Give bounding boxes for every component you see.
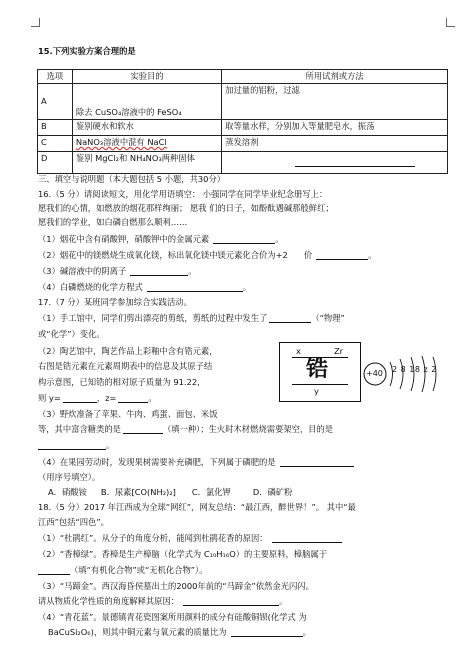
table-row <box>38 136 448 152</box>
answer-line: 。 <box>38 440 114 451</box>
q17-options <box>48 487 292 498</box>
divider <box>292 384 348 385</box>
table-header-row <box>38 70 448 84</box>
page-corner-mark <box>446 18 455 27</box>
table-header-cell: 所用试剂或方法 <box>222 70 448 84</box>
q17-intro: 17.（7 分）某班同学参加综合实践活动。 <box>38 297 192 307</box>
q18-subquestion: （1）“杜鹃红”。从分子的角度分析，能闻到杜鹃花香的原因： <box>38 533 342 544</box>
q17-part2: 构示意图，已知锆的相对原子质量为 91.22, <box>38 377 200 387</box>
q17-part2: 右图是锆元素在元素周期表中的信息及其原子结 <box>38 361 213 371</box>
purpose-cell: 鉴别 MgCl₂和 NH₄NO₃两种固体 <box>72 152 221 174</box>
q17-part4: （用序号填空）。 <box>38 472 101 482</box>
q16-subquestion: （4）白磷燃烧的化学方程式 。 <box>38 282 252 292</box>
q18-subquestion: （2）“香樟绿”。香樟是生产樟脑（化学式为 C₁₀H₁₆O）的主要原料，樟脑属于 <box>38 549 327 559</box>
q17-part1: （1）手工馆中，同学们剪出漂亮的剪纸，剪纸的过程中发生了 （“物理” <box>38 313 345 323</box>
q18-subquestion: （3）“马蹄金”。西汉海昏侯墓出土的2000年前的“马蹄金”依然金光闪闪。 <box>38 581 314 591</box>
section-header: 三、填空与说明题（本大题包括 5 小题，共30分） <box>38 174 226 184</box>
q16-subquestion: （1）烟花中含有硝酸钾，硝酸钾中的金属元素 。 <box>38 234 284 244</box>
q17-part2: （2）陶艺馆中，陶艺作品上彩釉中含有锆元素， <box>38 346 218 356</box>
table-row <box>38 120 448 136</box>
answer-blank[interactable] <box>38 565 70 575</box>
q18-subquestion: 请从物质化学性质的角度解释其原因： 。 <box>38 596 288 606</box>
option-cell: D <box>38 152 73 174</box>
zirconium-element-card <box>279 342 361 402</box>
element-symbol: Zr <box>334 346 344 356</box>
option-cell: A <box>38 84 73 120</box>
option-a: A．硝酸铵 <box>48 487 87 497</box>
q17-part3: 等，其中富含糖类的是 （填一种）；生火时木材燃烧需要架空，目的是 <box>38 424 334 434</box>
atomic-structure-diagram <box>362 352 462 400</box>
page-corner-mark <box>31 18 40 27</box>
q18-subquestion: （填“有机化合物”或“无机化合物”）。 <box>38 565 208 576</box>
q15-experiment-table <box>37 69 448 174</box>
method-cell: 蒸发溶剂 <box>222 136 448 152</box>
table-header-cell: 选项 <box>38 70 73 84</box>
q17-part3: （3）野炊准备了苹果、牛肉、鸡蛋、面包、米饭 <box>38 409 218 419</box>
element-name: 锆 <box>306 357 329 382</box>
q17-part1: 或“化学”）变化。 <box>38 329 105 339</box>
answer-blank[interactable] <box>213 234 275 244</box>
shell-electrons: 2 8 18 z 2 <box>392 365 437 374</box>
q16-subquestion: （2）烟花中的镁燃烧生成氧化镁，标出氧化镁中镁元素化合价为+2 价 。 <box>38 250 377 260</box>
method-cell: 加过量的铝粉，过滤 <box>222 84 448 120</box>
answer-blank[interactable] <box>272 533 342 543</box>
answer-blank[interactable] <box>269 313 311 323</box>
answer-blank[interactable] <box>38 440 106 450</box>
answer-blank[interactable] <box>231 627 303 637</box>
option-b: B．尿素[CO(NH₂)₂] <box>100 487 176 497</box>
table-row <box>38 152 448 174</box>
q15-title: 15.下列实验方案合理的是 <box>38 46 136 56</box>
option-cell: C <box>38 136 73 152</box>
table-header-cell: 实验目的 <box>72 70 221 84</box>
answer-blank[interactable] <box>63 393 97 403</box>
method-cell <box>222 152 448 174</box>
q16-intro: 愿我们的心情，如燃放的烟花那样绚丽； 愿我 们的日子，如酚酞遇碱那般鲜红； <box>38 203 334 213</box>
answer-blank[interactable] <box>183 596 279 606</box>
atomic-mass-label: y <box>314 386 319 396</box>
q18-intro: 江西”包括“四色”。 <box>38 517 109 527</box>
q18-intro: 18.（5 分）2017 年江西成为全球“网红”，网友总结：“最江西，醉世界！”。 其中“最 <box>38 502 356 512</box>
q16-subquestion: （3）碱溶液中的阴离子 。 <box>38 266 197 276</box>
q16-intro: 愿我们的学业，如白磷自燃那么顺利…… <box>38 217 188 227</box>
q17-part2: 则 y= ，z= 。 <box>38 393 157 403</box>
method-cell: 取等量水样，分别加入等量肥皂水，振荡 <box>222 120 448 136</box>
atomic-number-label: x <box>296 346 301 356</box>
q18-subquestion: BaCuSi₂O₆)，则其中铜元素与氧元素的质量比为 。 <box>48 627 311 637</box>
answer-blank[interactable] <box>280 457 354 467</box>
q16-intro: 16.（5 分）请阅读短文，用化学用语填空： 小强同学在同学毕业纪念册写上： <box>38 189 328 199</box>
answer-blank[interactable] <box>130 266 188 276</box>
answer-blank[interactable] <box>295 157 415 167</box>
answer-blank[interactable] <box>147 282 243 292</box>
option-c: C．氯化钾 <box>191 487 231 497</box>
purpose-cell: 除去 CuSO₄溶液中的 FeSO₄ <box>72 84 221 120</box>
q17-part4: （4）在果园劳动时，发现果树需要补充磷肥，下列属于磷肥的是 <box>38 457 354 468</box>
answer-blank[interactable] <box>123 424 163 434</box>
nucleus-charge: +40 <box>366 369 383 378</box>
q18-subquestion: （4）“青花蓝”。景德镇青花瓷图案所用颜料的成分有硅酸铜钡(化学式 为 <box>38 612 307 622</box>
table-row <box>38 84 448 120</box>
option-cell: B <box>38 120 73 136</box>
purpose-cell: NaNO₃溶液中混有 NaCl <box>72 136 221 152</box>
option-d: D．磷矿粉 <box>252 487 293 497</box>
purpose-cell: 鉴别硬水和软水 <box>72 120 221 136</box>
answer-blank[interactable] <box>118 393 148 403</box>
answer-blank[interactable] <box>316 250 368 260</box>
